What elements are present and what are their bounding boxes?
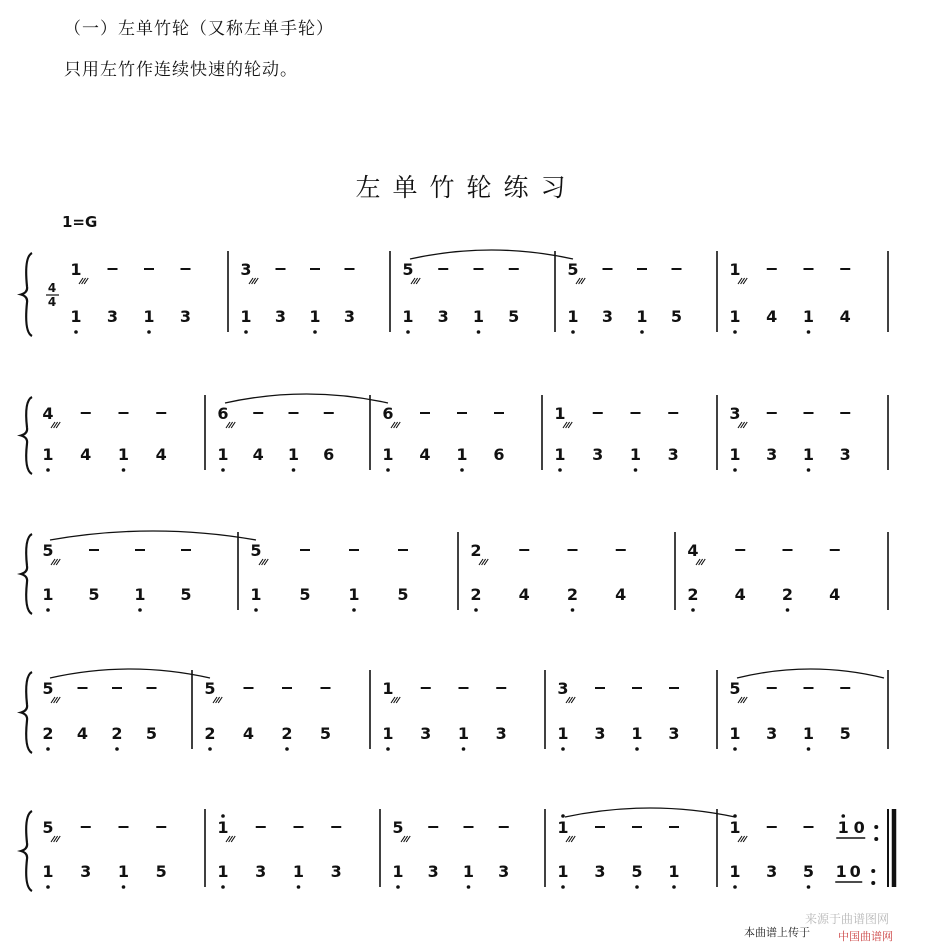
- bass-note: 2: [687, 585, 699, 604]
- bass-note: 1: [217, 862, 229, 881]
- bass-note: 1: [134, 585, 146, 604]
- bass-note: 1: [287, 445, 300, 464]
- low-octave-dot: [46, 468, 50, 472]
- bass-note: 1: [629, 445, 642, 464]
- bass-note: 3: [766, 445, 778, 464]
- melody-note: 6: [217, 404, 229, 423]
- bass-note: 3: [839, 445, 851, 464]
- low-octave-dot: [571, 608, 575, 612]
- high-octave-dot: [841, 814, 845, 818]
- bass-note: 4: [419, 445, 431, 464]
- low-octave-dot: [122, 468, 126, 472]
- bass-note: 5: [670, 307, 683, 326]
- tie-arc: [410, 250, 573, 259]
- watermark-brand: 中国曲谱网: [838, 930, 893, 943]
- low-octave-dot: [244, 330, 248, 334]
- low-octave-dot: [786, 608, 790, 612]
- bass-note: 1: [835, 862, 847, 881]
- repeat-dot: [871, 869, 875, 873]
- melody-note: 3: [240, 260, 252, 279]
- bass-note: 1: [240, 307, 252, 326]
- low-octave-dot: [147, 330, 151, 334]
- watermark-text: 来源于曲谱图网: [805, 912, 890, 926]
- bass-note: 3: [495, 724, 507, 743]
- bass-note: 5: [839, 724, 851, 743]
- bass-note: 4: [829, 585, 841, 604]
- bass-note: 1: [802, 724, 815, 743]
- tie-arc: [50, 669, 210, 678]
- low-octave-dot: [635, 885, 639, 889]
- bass-note: 1: [456, 445, 468, 464]
- repeat-dot: [874, 825, 878, 829]
- bass-note: 3: [343, 307, 356, 326]
- bass-note: 1: [42, 862, 54, 881]
- low-octave-dot: [292, 468, 296, 472]
- bass-note: 3: [594, 724, 606, 743]
- bass-note: 5: [155, 862, 167, 881]
- bass-note: 4: [252, 445, 264, 464]
- bass-note: 2: [281, 724, 293, 743]
- low-octave-dot: [807, 330, 811, 334]
- bass-note: 1: [457, 724, 470, 743]
- key-signature: 1=G: [62, 213, 98, 231]
- bass-note: 5: [145, 724, 158, 743]
- low-octave-dot: [807, 885, 811, 889]
- tie-arc: [565, 808, 735, 817]
- low-octave-dot: [561, 747, 565, 751]
- low-octave-dot: [386, 468, 390, 472]
- low-octave-dot: [115, 747, 119, 751]
- melody-note: 2: [470, 541, 482, 560]
- bass-note: 1: [117, 445, 130, 464]
- bass-note: 4: [766, 307, 778, 326]
- low-octave-dot: [386, 747, 390, 751]
- melody-note: 1: [729, 818, 741, 837]
- bass-note: 1: [42, 585, 54, 604]
- melody-note: 5: [402, 260, 414, 279]
- low-octave-dot: [208, 747, 212, 751]
- low-octave-dot: [467, 885, 471, 889]
- bass-note: 3: [106, 307, 119, 326]
- bass-note: 2: [566, 585, 579, 604]
- low-octave-dot: [691, 608, 695, 612]
- rest-note: 0: [849, 862, 861, 881]
- low-octave-dot: [46, 747, 50, 751]
- melody-note: 1: [382, 679, 394, 698]
- bass-note: 5: [508, 307, 520, 326]
- tie-arc: [50, 531, 256, 540]
- bass-note: 6: [323, 445, 335, 464]
- bass-note: 3: [420, 724, 432, 743]
- bass-note: 1: [729, 724, 741, 743]
- melody-note: 5: [250, 541, 262, 560]
- low-octave-dot: [733, 747, 737, 751]
- low-octave-dot: [406, 330, 410, 334]
- bass-note: 3: [766, 862, 778, 881]
- low-octave-dot: [254, 608, 258, 612]
- piece-title: 左单竹轮练习: [355, 173, 578, 202]
- bass-note: 3: [274, 307, 287, 326]
- melody-note: 5: [204, 679, 216, 698]
- bass-note: 1: [402, 307, 414, 326]
- low-octave-dot: [221, 468, 225, 472]
- footer-credit: 本曲谱上传于: [744, 926, 810, 939]
- bass-note: 4: [734, 585, 746, 604]
- bass-note: 2: [111, 724, 123, 743]
- bass-note: 1: [554, 445, 566, 464]
- bass-note: 1: [802, 307, 815, 326]
- bass-note: 1: [382, 445, 394, 464]
- bass-note: 2: [42, 724, 54, 743]
- low-octave-dot: [46, 885, 50, 889]
- low-octave-dot: [122, 885, 126, 889]
- section-heading: （一）左单竹轮（又称左单手轮）: [64, 19, 334, 39]
- bass-note: 5: [319, 724, 332, 743]
- bass-note: 1: [462, 862, 475, 881]
- melody-note: 1: [70, 260, 82, 279]
- bass-note: 3: [601, 307, 614, 326]
- bass-note: 4: [80, 445, 92, 464]
- brace: [21, 397, 32, 474]
- bass-note: 1: [636, 307, 648, 326]
- melody-note: 4: [42, 404, 54, 423]
- melody-note: 1: [837, 818, 849, 837]
- high-octave-dot: [733, 814, 737, 818]
- brace: [21, 811, 32, 891]
- low-octave-dot: [462, 747, 466, 751]
- low-octave-dot: [733, 330, 737, 334]
- low-octave-dot: [352, 608, 356, 612]
- low-octave-dot: [74, 330, 78, 334]
- bass-note: 1: [392, 862, 404, 881]
- melody-note: 1: [217, 818, 229, 837]
- bass-note: 4: [839, 307, 851, 326]
- bass-note: 1: [631, 724, 643, 743]
- tie-arc: [737, 669, 884, 678]
- bass-note: 4: [76, 724, 89, 743]
- bass-note: 3: [668, 724, 680, 743]
- bass-note: 3: [179, 307, 192, 326]
- low-octave-dot: [221, 885, 225, 889]
- bass-note: 5: [88, 585, 100, 604]
- low-octave-dot: [807, 468, 811, 472]
- time-signature-bottom: 4: [47, 295, 57, 309]
- bass-note: 1: [668, 862, 680, 881]
- bass-note: 4: [518, 585, 530, 604]
- low-octave-dot: [733, 468, 737, 472]
- bass-note: 3: [498, 862, 510, 881]
- low-octave-dot: [313, 330, 317, 334]
- melody-note: 5: [567, 260, 579, 279]
- bass-note: 2: [781, 585, 794, 604]
- low-octave-dot: [634, 468, 638, 472]
- bass-note: 6: [493, 445, 505, 464]
- melody-note: 3: [729, 404, 741, 423]
- rest-note: 0: [853, 818, 865, 837]
- bass-note: 1: [117, 862, 130, 881]
- repeat-dot: [871, 881, 875, 885]
- low-octave-dot: [571, 330, 575, 334]
- bass-note: 2: [470, 585, 482, 604]
- low-octave-dot: [460, 468, 464, 472]
- brace: [21, 672, 32, 753]
- bass-note: 1: [472, 307, 485, 326]
- low-octave-dot: [46, 608, 50, 612]
- melody-note: 5: [729, 679, 741, 698]
- low-octave-dot: [285, 747, 289, 751]
- bass-note: 1: [382, 724, 394, 743]
- melody-note: 5: [392, 818, 404, 837]
- bass-note: 1: [729, 307, 741, 326]
- melody-note: 4: [687, 541, 699, 560]
- melody-note: 5: [42, 818, 54, 837]
- bass-note: 5: [299, 585, 311, 604]
- low-octave-dot: [733, 885, 737, 889]
- bass-note: 1: [217, 445, 229, 464]
- bass-note: 4: [615, 585, 627, 604]
- brace: [21, 534, 32, 614]
- bass-note: 1: [802, 445, 815, 464]
- bass-note: 3: [766, 724, 778, 743]
- bass-note: 1: [292, 862, 305, 881]
- bass-note: 5: [180, 585, 192, 604]
- bass-note: 1: [250, 585, 262, 604]
- bass-note: 1: [70, 307, 82, 326]
- bass-note: 5: [802, 862, 815, 881]
- bass-note: 4: [242, 724, 255, 743]
- low-octave-dot: [297, 885, 301, 889]
- bass-note: 3: [80, 862, 92, 881]
- low-octave-dot: [558, 468, 562, 472]
- bass-note: 3: [594, 862, 606, 881]
- bass-note: 1: [729, 862, 741, 881]
- low-octave-dot: [635, 747, 639, 751]
- bass-note: 1: [557, 724, 569, 743]
- bass-note: 3: [667, 445, 679, 464]
- low-octave-dot: [396, 885, 400, 889]
- bass-note: 1: [42, 445, 54, 464]
- high-octave-dot: [221, 814, 225, 818]
- melody-note: 1: [557, 818, 569, 837]
- low-octave-dot: [807, 747, 811, 751]
- bass-note: 1: [567, 307, 579, 326]
- melody-note: 1: [554, 404, 566, 423]
- bass-note: 1: [143, 307, 155, 326]
- bass-note: 3: [437, 307, 449, 326]
- bass-note: 1: [729, 445, 741, 464]
- melody-note: 5: [42, 679, 54, 698]
- tie-arc: [225, 394, 388, 403]
- melody-note: 6: [382, 404, 394, 423]
- melody-note: 5: [42, 541, 54, 560]
- low-octave-dot: [477, 330, 481, 334]
- time-signature-top: 4: [47, 281, 57, 295]
- melody-note: 1: [729, 260, 741, 279]
- brace: [21, 253, 32, 336]
- high-octave-dot: [561, 814, 565, 818]
- low-octave-dot: [474, 608, 478, 612]
- bass-note: 3: [427, 862, 439, 881]
- bass-note: 1: [309, 307, 321, 326]
- low-octave-dot: [640, 330, 644, 334]
- repeat-dot: [874, 837, 878, 841]
- bass-note: 5: [631, 862, 643, 881]
- melody-note: 3: [557, 679, 569, 698]
- bass-note: 1: [557, 862, 569, 881]
- low-octave-dot: [561, 885, 565, 889]
- bass-note: 5: [397, 585, 409, 604]
- bass-note: 1: [348, 585, 360, 604]
- bass-note: 4: [155, 445, 167, 464]
- bass-note: 3: [592, 445, 604, 464]
- low-octave-dot: [138, 608, 142, 612]
- bass-note: 3: [330, 862, 342, 881]
- low-octave-dot: [672, 885, 676, 889]
- bass-note: 3: [255, 862, 267, 881]
- bass-note: 2: [204, 724, 216, 743]
- section-description: 只用左竹作连续快速的轮动。: [64, 60, 298, 80]
